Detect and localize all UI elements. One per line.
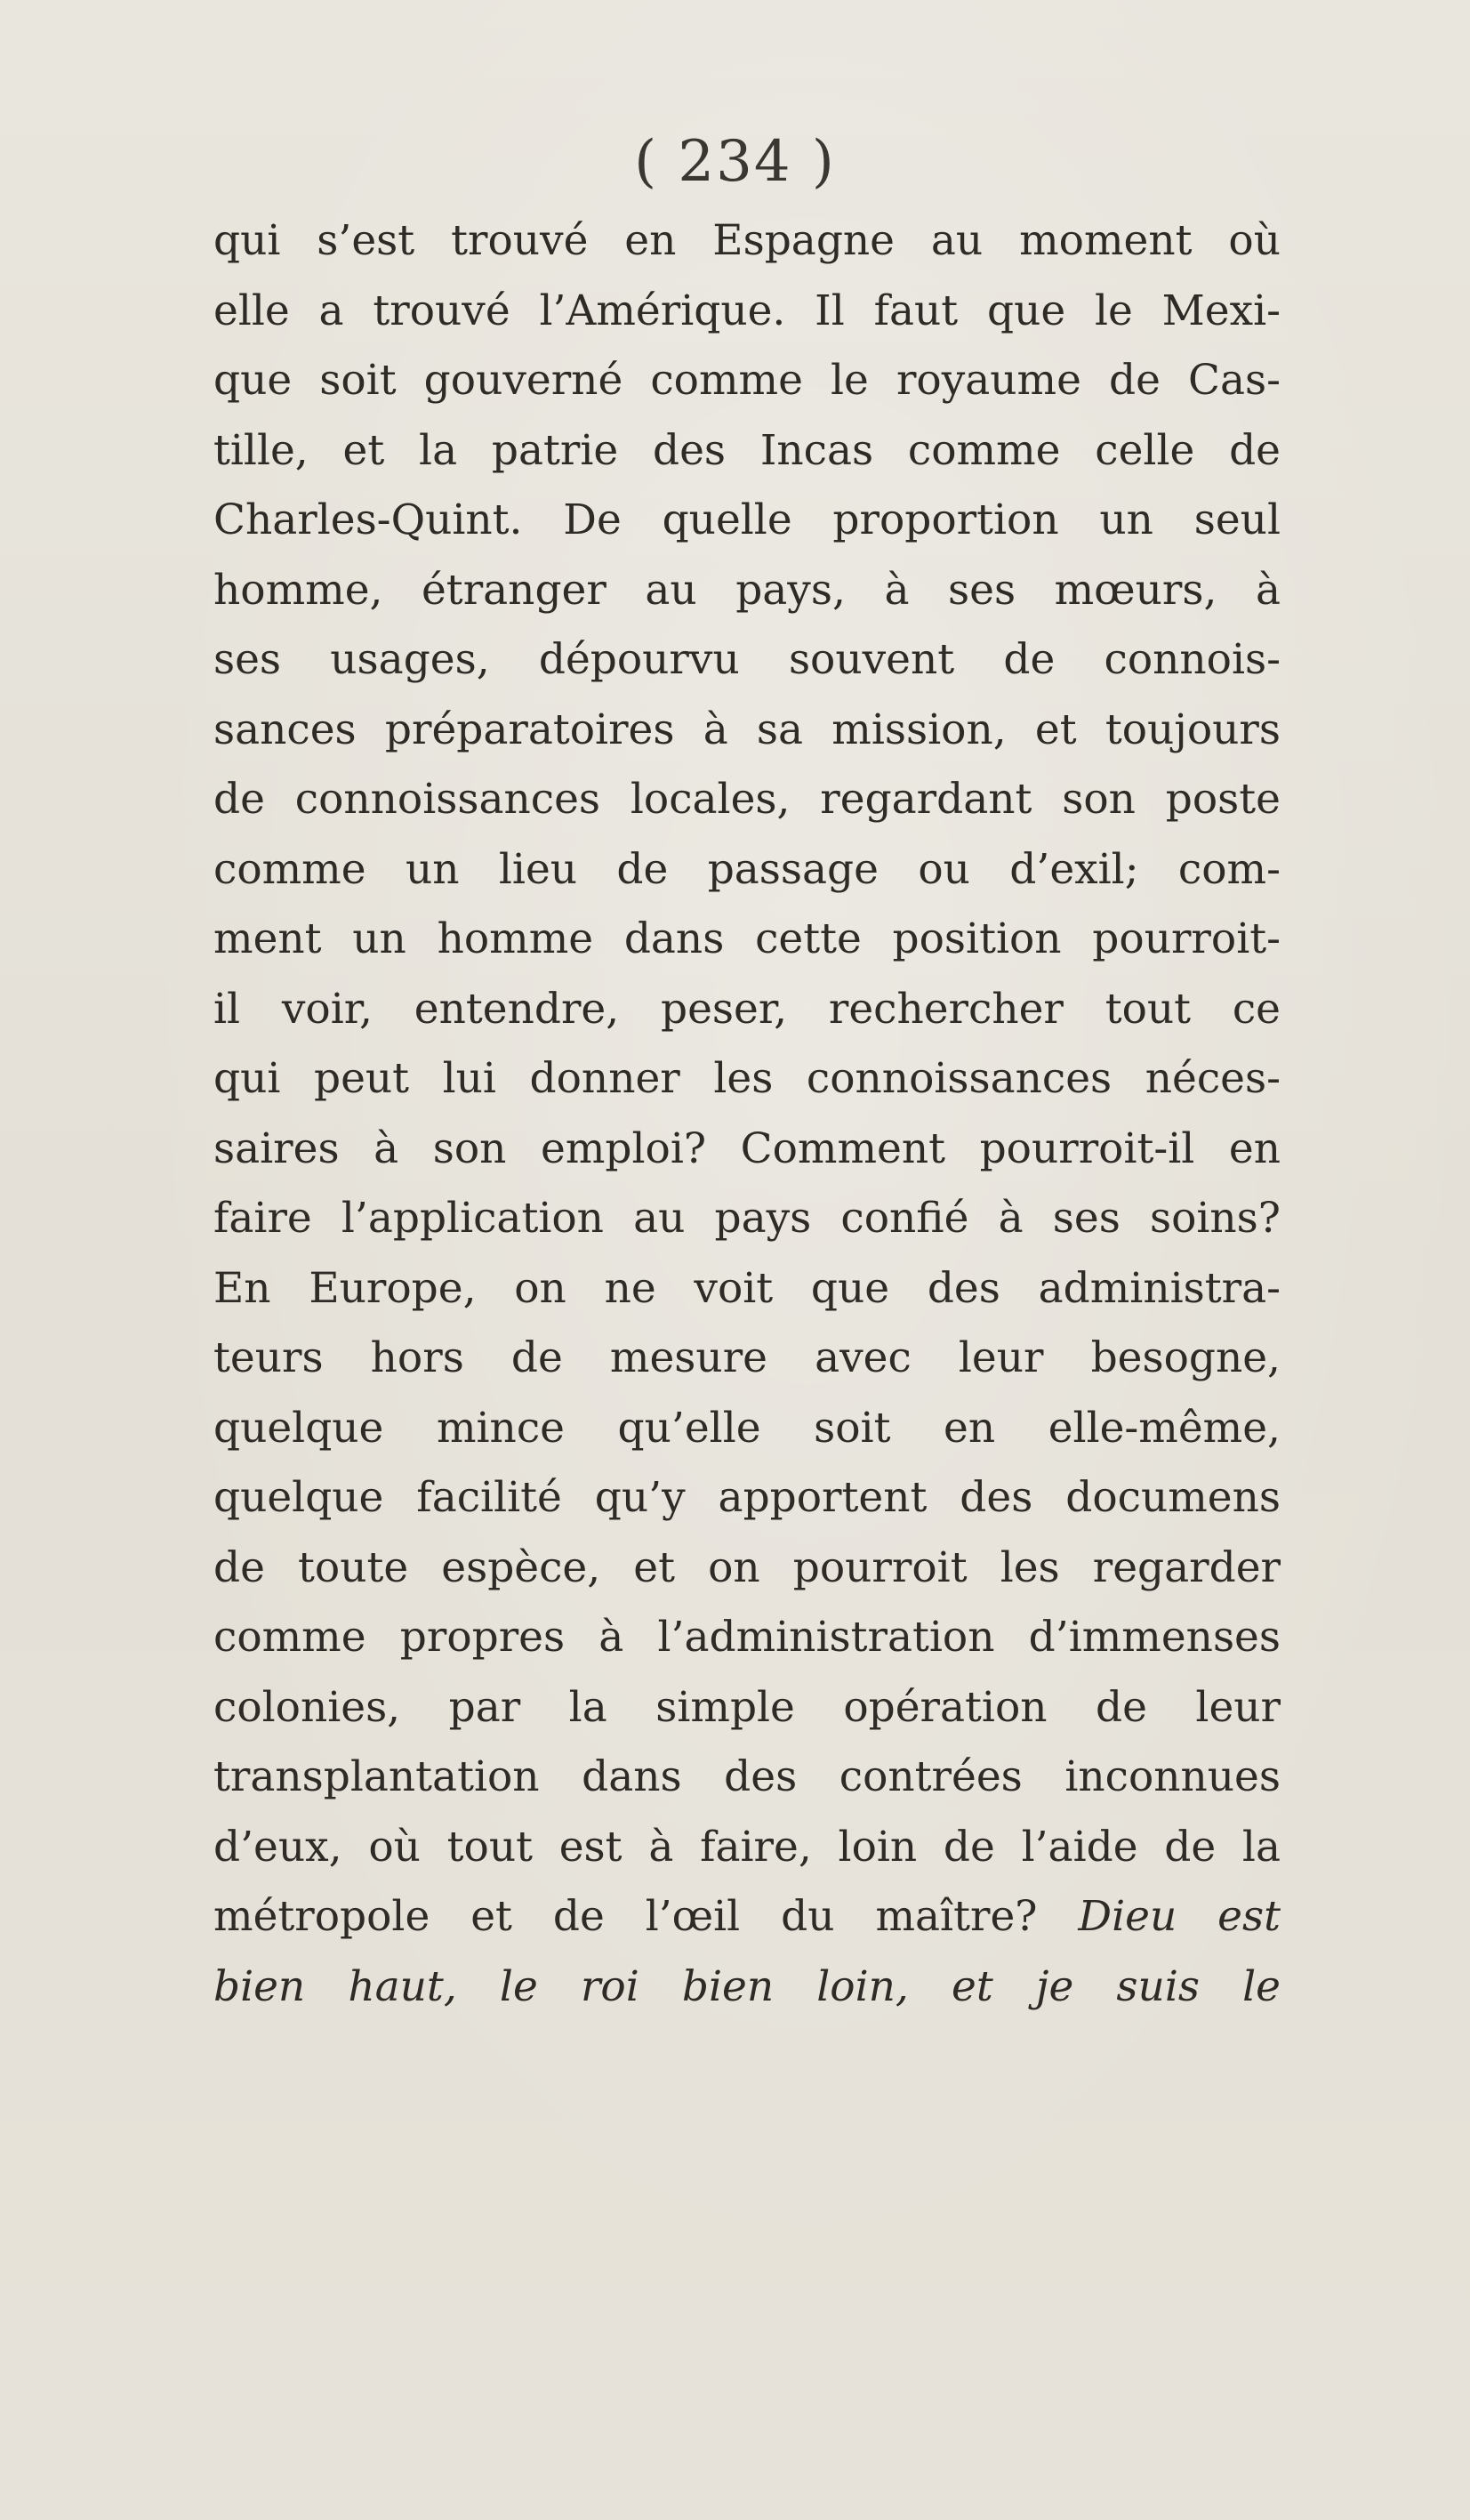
roman-segment: métropole et de l’œil du maître? bbox=[213, 1892, 1038, 1941]
text-line: elle a trouvé l’Amérique. Il faut que le Mexi- bbox=[213, 286, 1281, 335]
text-line: ses usages, dépourvu souvent de connois- bbox=[213, 635, 1281, 684]
text-line: teurs hors de mesure avec leur besogne, bbox=[213, 1333, 1281, 1382]
text-line: quelque facilité qu’y apportent des documens bbox=[213, 1473, 1281, 1522]
text-line: comme propres à l’administration d’immenses bbox=[213, 1613, 1281, 1662]
text-line: transplantation dans des contrées inconnues bbox=[213, 1752, 1281, 1801]
text-line: il voir, entendre, peser, rechercher tout ce bbox=[213, 984, 1281, 1034]
text-line: qui s’est trouvé en Espagne au moment où bbox=[213, 216, 1281, 265]
text-line: comme un lieu de passage ou d’exil; com- bbox=[213, 844, 1281, 894]
text-line: d’eux, où tout est à faire, loin de l’aide de la bbox=[213, 1822, 1281, 1872]
text-line: En Europe, on ne voit que des administra- bbox=[213, 1263, 1281, 1313]
text-line: ment un homme dans cette position pourroit- bbox=[213, 914, 1281, 963]
italic-segment: Dieu est bbox=[1078, 1892, 1281, 1941]
text-line: Charles-Quint. De quelle proportion un seul bbox=[213, 495, 1281, 544]
text-line: saires à son emploi? Comment pourroit-il en bbox=[213, 1123, 1281, 1173]
text-line: que soit gouverné comme le royaume de Cas- bbox=[213, 356, 1281, 405]
text-line-mixed bbox=[213, 1882, 1281, 1952]
page-number: ( 234 ) bbox=[634, 129, 836, 195]
text-line: quelque mince qu’elle soit en elle-même, bbox=[213, 1403, 1281, 1453]
text-line: qui peut lui donner les connoissances néces- bbox=[213, 1054, 1281, 1103]
text-line: homme, étranger au pays, à ses mœurs, à bbox=[213, 565, 1281, 615]
text-line: sances préparatoires à sa mission, et toujours bbox=[213, 704, 1281, 754]
text-line: colonies, par la simple opération de leur bbox=[213, 1682, 1281, 1732]
text-line: de connoissances locales, regardant son poste bbox=[213, 775, 1281, 824]
body-text bbox=[213, 206, 1281, 2022]
text-line: faire l’application au pays confié à ses soins? bbox=[213, 1194, 1281, 1243]
text-line: de toute espèce, et on pourroit les regarder bbox=[213, 1542, 1281, 1592]
text-line: tille, et la patrie des Incas comme celle de bbox=[213, 425, 1281, 475]
text-line-italic: bien haut, le roi bien loin, et je suis le bbox=[213, 1961, 1281, 2011]
